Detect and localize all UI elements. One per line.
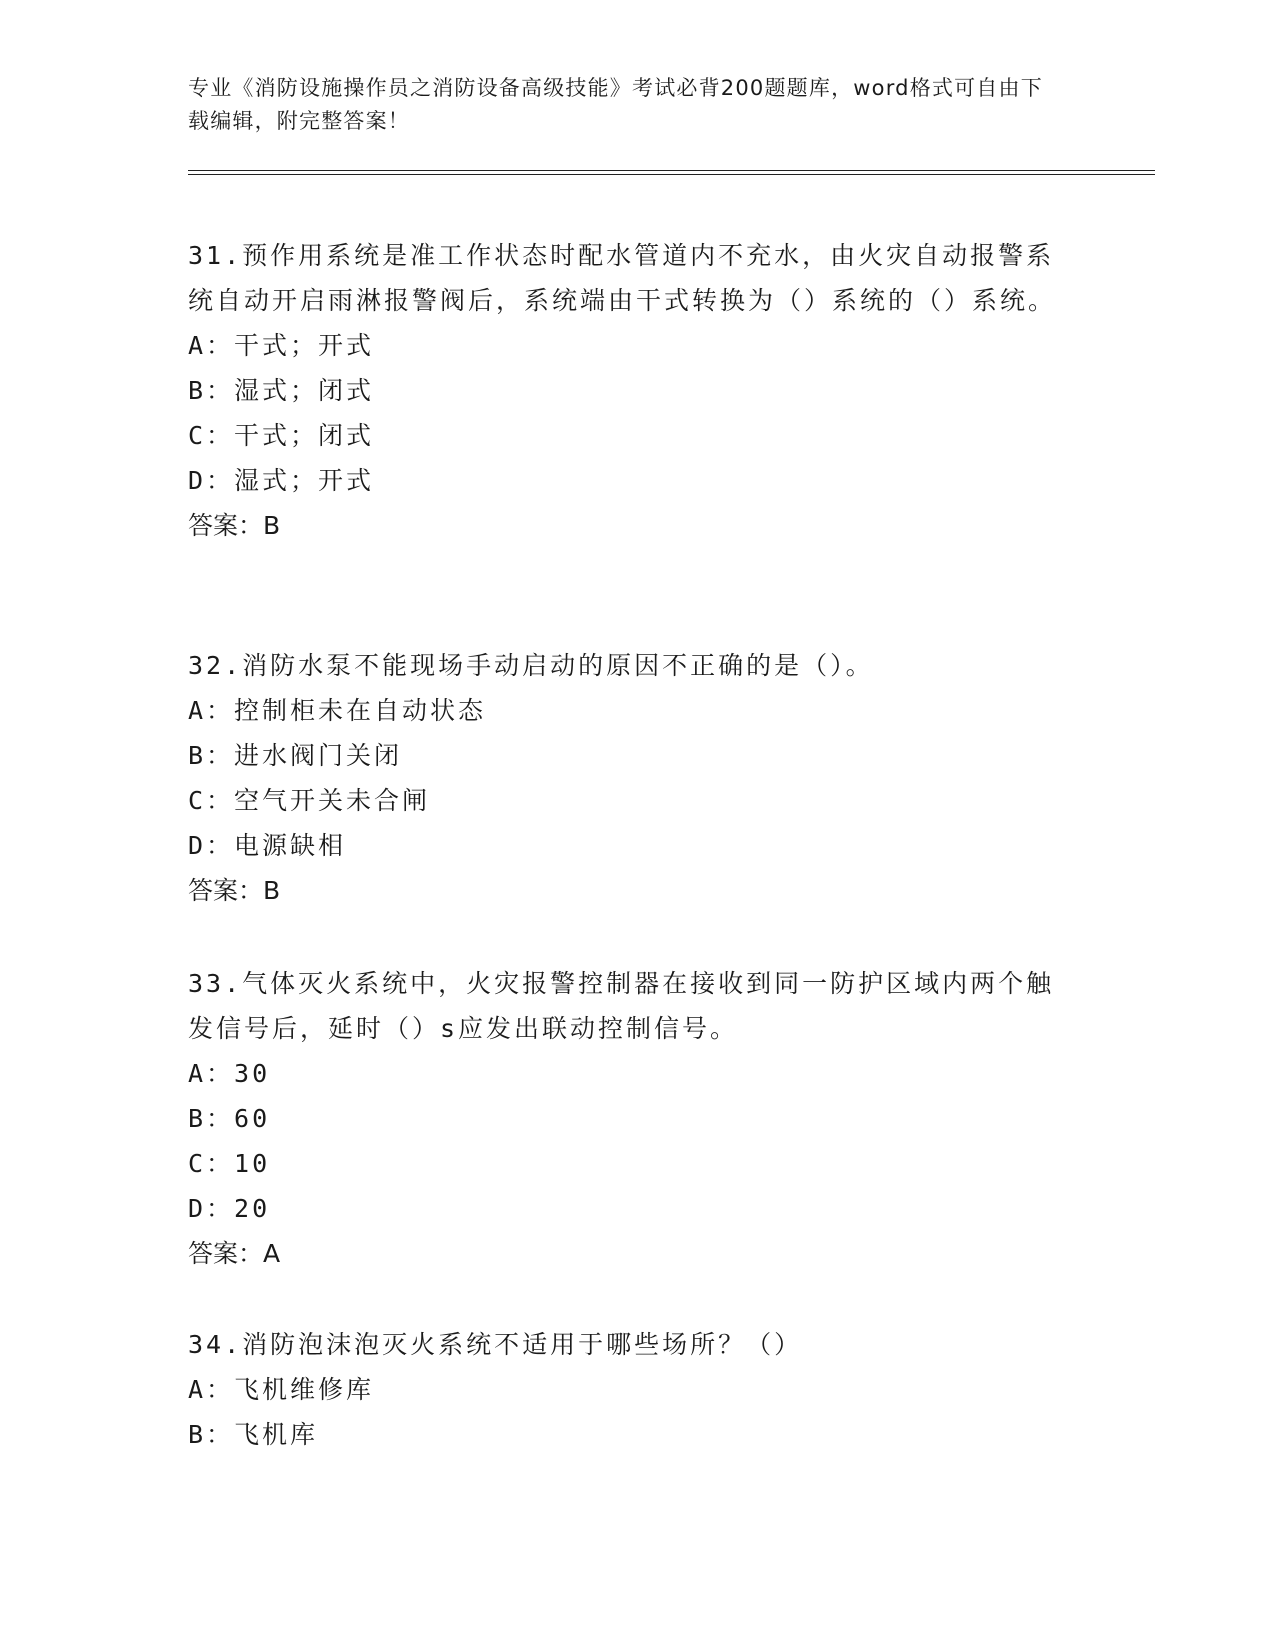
question-34 (188, 1322, 1068, 1457)
option-d: D：湿式；开式 (188, 466, 375, 495)
option-d: D：电源缺相 (188, 831, 347, 860)
question-stem: 31.预作用系统是准工作状态时配水管道内不充水，由火灾自动报警系统自动开启雨淋报警阀后，系统端由干式转换为（）系统的（）系统。 (188, 241, 1057, 315)
question-31 (188, 233, 1068, 548)
option-b: B：湿式；闭式 (188, 376, 375, 405)
option-c: C：干式；闭式 (188, 421, 375, 450)
document-page (188, 72, 1088, 175)
question-32 (188, 643, 1068, 913)
option-c: C：空气开关未合闸 (188, 786, 431, 815)
document-header-title: 专业《消防设施操作员之消防设备高级技能》考试必背200题题库，word格式可自由下载编辑，附完整答案！ (188, 76, 1043, 133)
option-b: B：飞机库 (188, 1420, 319, 1449)
option-a: A：飞机维修库 (188, 1375, 375, 1404)
option-c: C：10 (188, 1149, 271, 1178)
answer-text: 答案：A (188, 1239, 281, 1268)
answer-text: 答案：B (188, 876, 281, 905)
option-a: A：干式；开式 (188, 331, 375, 360)
option-a: A：30 (188, 1059, 271, 1088)
question-stem: 34.消防泡沫泡灭火系统不适用于哪些场所？（） (188, 1330, 803, 1359)
option-b: B：进水阀门关闭 (188, 741, 403, 770)
question-33 (188, 961, 1068, 1276)
option-a: A：控制柜未在自动状态 (188, 696, 487, 725)
option-d: D：20 (188, 1194, 271, 1223)
question-stem: 33.气体灭火系统中，火灾报警控制器在接收到同一防护区域内两个触发信号后，延时（）s应发出联动控制信号。 (188, 969, 1055, 1043)
header-divider (188, 170, 1155, 175)
answer-text: 答案：B (188, 511, 281, 540)
question-stem: 32.消防水泵不能现场手动启动的原因不正确的是（）。 (188, 651, 874, 680)
option-b: B：60 (188, 1104, 271, 1133)
